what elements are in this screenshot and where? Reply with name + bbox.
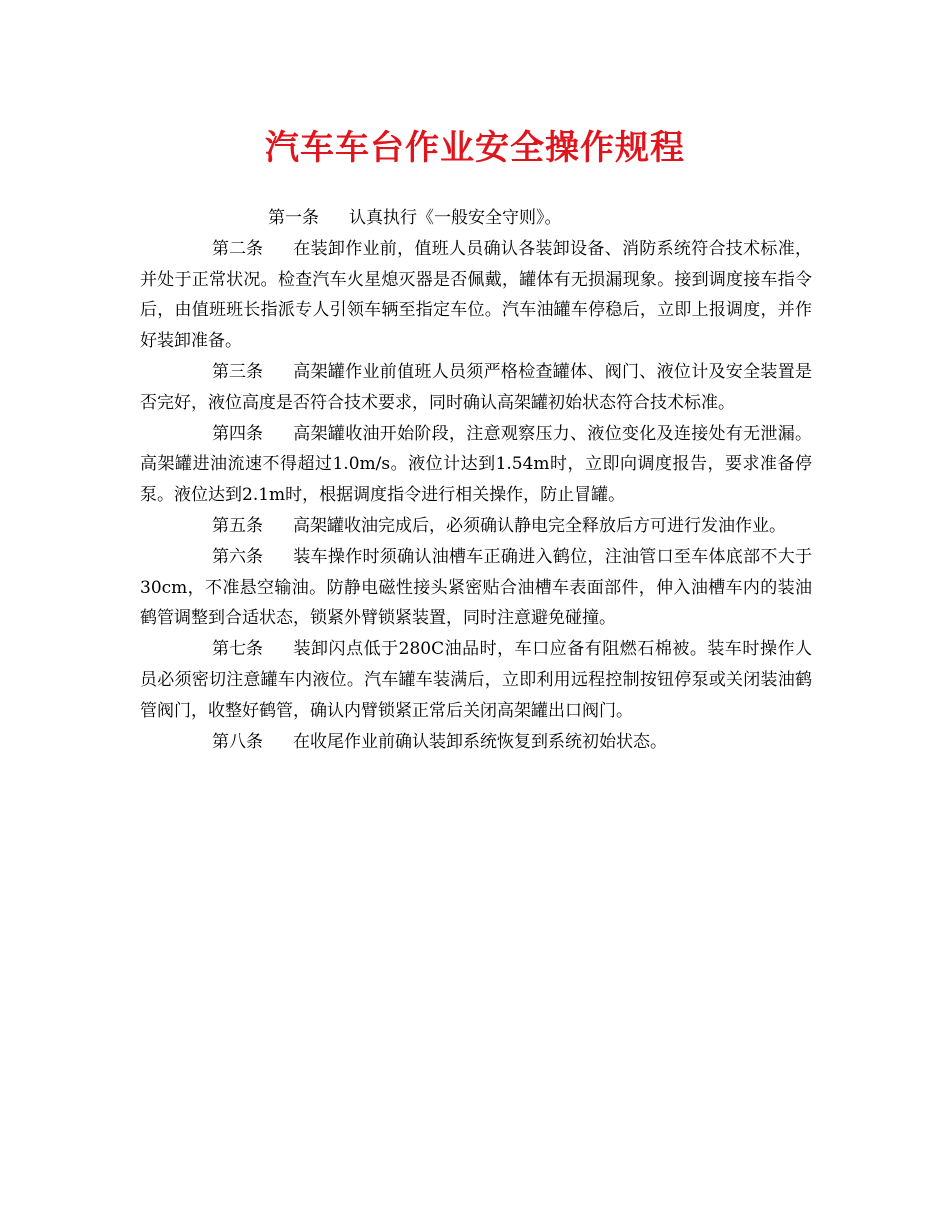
article-text: 认真执行《一般安全守则》。	[349, 208, 562, 228]
article-text: 装车操作时须确认油槽车正确进入鹤位，注油管口至车体底部不大于30cm，不准悬空输油。防静电磁性接头紧密贴合油槽车表面部件，伸入油槽车内的装油鹤管调整到合适状态，锁紧外臂锁紧装置，同时注意避免碰撞。	[140, 546, 812, 629]
article-text: 高架罐作业前值班人员须严格检查罐体、阀门、液位计及安全装置是否完好，液位高度是否符合技术要求，同时确认高架罐初始状态符合技术标准。	[140, 361, 812, 413]
article-1	[140, 203, 812, 234]
article-number: 第二条	[212, 238, 263, 259]
article-text: 高架罐收油完成后，必须确认静电完全释放后方可进行发油作业。	[293, 515, 786, 536]
article-text: 高架罐收油开始阶段，注意观察压力、液位变化及连接处有无泄漏。高架罐进油流速不得超过1.0m/s。液位计达到1.54m时，立即向调度报告，要求准备停泵。液位达到2.1m时，根据调度指令进行相关操作，防止冒罐。	[140, 423, 812, 506]
article-number: 第七条	[212, 639, 263, 660]
document-body	[140, 203, 812, 757]
article-text: 在收尾作业前确认装卸系统恢复到系统初始状态。	[293, 731, 667, 752]
article-number: 第五条	[212, 515, 263, 536]
article-number: 第一条	[268, 208, 319, 228]
article-text: 装卸闪点低于280C油品时，车口应备有阻燃石棉被。装车时操作人员必须密切注意罐车内液位。汽车罐车装满后，立即利用远程控制按钮停泵或关闭装油鹤管阀门，收整好鹤管，确认内臂锁紧正常后关闭高架罐出口阀门。	[140, 639, 812, 721]
article-number: 第六条	[212, 546, 263, 567]
article-7	[140, 634, 812, 726]
article-number: 第八条	[212, 731, 263, 752]
document-title: 汽车车台作业安全操作规程	[265, 128, 685, 168]
article-number: 第四条	[212, 423, 263, 444]
article-3	[140, 357, 812, 419]
article-8	[140, 727, 812, 758]
article-4	[140, 419, 812, 511]
article-text: 在装卸作业前，值班人员确认各装卸设备、消防系统符合技术标准，并处于正常状况。检查汽车火星熄灭器是否佩戴，罐体有无损漏现象。接到调度接车指令后，由值班班长指派专人引领车辆至指定车位。汽车油罐车停稳后，立即上报调度，并作好装卸准备。	[140, 238, 812, 352]
article-2	[140, 234, 812, 357]
article-6	[140, 542, 812, 634]
article-number: 第三条	[212, 361, 263, 382]
article-5	[140, 511, 812, 542]
